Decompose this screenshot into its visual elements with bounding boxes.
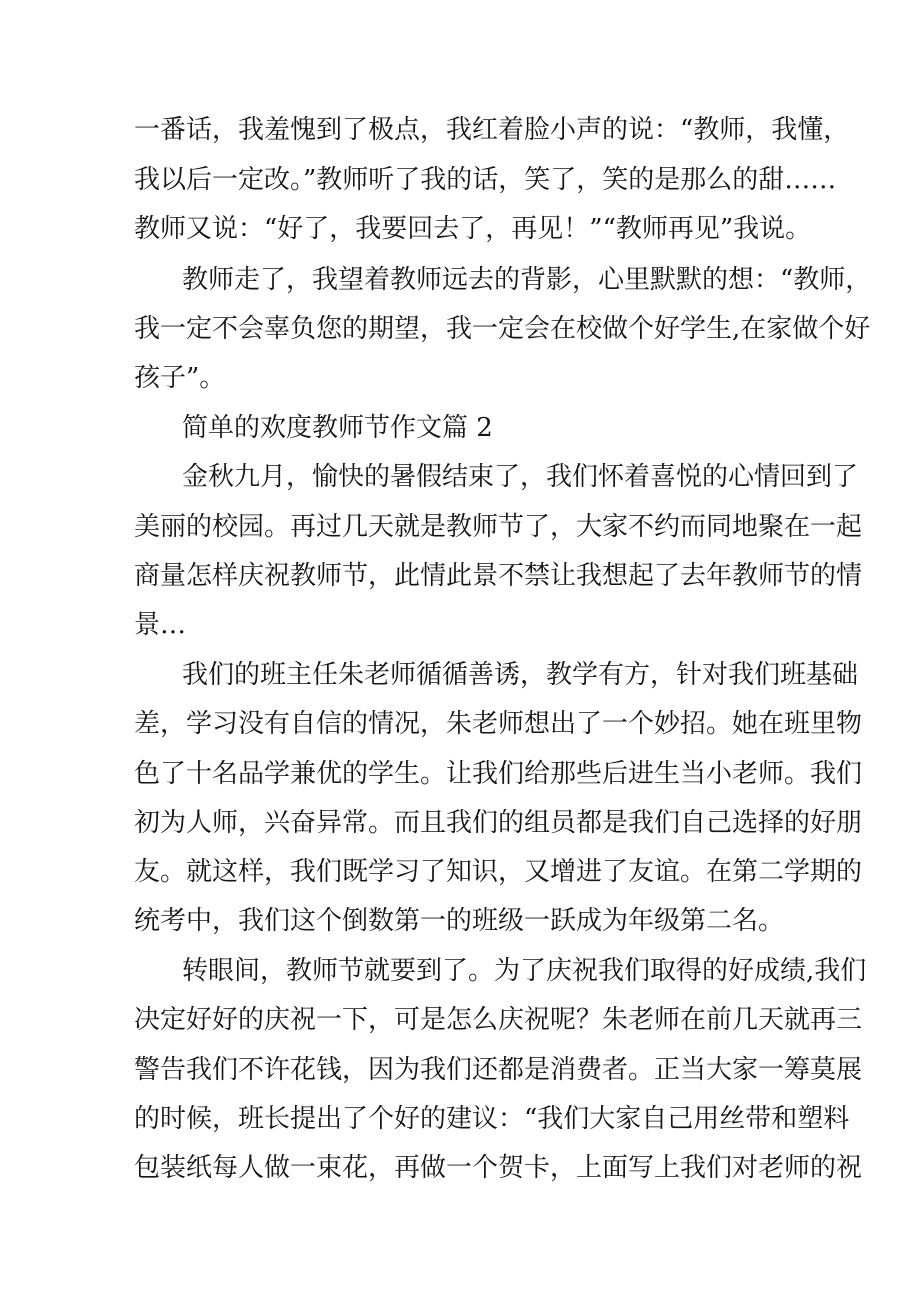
text-line: 景… bbox=[134, 610, 187, 640]
text-line: 统考中，我们这个倒数第一的班级一跃成为年级第二名。 bbox=[134, 906, 785, 936]
text-line: 教师又说：“好了，我要回去了，再见！”“教师再见”我说。 bbox=[134, 214, 812, 244]
text-line: 友。就这样，我们既学习了知识，又增进了友谊。在第二学期的 bbox=[134, 857, 863, 887]
text-line: 金秋九月，愉快的暑假结束了，我们怀着喜悦的心情回到了 bbox=[182, 462, 859, 492]
text-line: 商量怎样庆祝教师节，此情此景不禁让我想起了去年教师节的情 bbox=[134, 561, 863, 591]
text-line: 我们的班主任朱老师循循善诱，教学有方，针对我们班基础 bbox=[182, 660, 859, 690]
text-line: 包装纸每人做一束花，再做一个贺卡，上面写上我们对老师的祝 bbox=[134, 1153, 863, 1183]
text-line: 我一定不会辜负您的期望，我一定会在校做个好学生,在家做个好 bbox=[134, 314, 871, 344]
text-line: 警告我们不许花钱，因为我们还都是消费者。正当大家一筹莫展 bbox=[134, 1055, 863, 1085]
text-line: 孩子”。 bbox=[134, 363, 226, 393]
text-line: 色了十名品学兼优的学生。让我们给那些后进生当小老师。我们 bbox=[134, 759, 863, 789]
text-line: 的时候，班长提出了个好的建议：“我们大家自己用丝带和塑料 bbox=[134, 1104, 850, 1134]
text-line: 转眼间，教师节就要到了。为了庆祝我们取得的好成绩,我们 bbox=[182, 956, 867, 986]
text-line: 我以后一定改。”教师听了我的话，笑了，笑的是那么的甜…… bbox=[134, 165, 837, 195]
text-line: 教师走了，我望着教师远去的背影，心里默默的想：“教师， bbox=[182, 265, 872, 295]
section-heading: 简单的欢度教师节作文篇 2 bbox=[182, 413, 493, 443]
text-line: 差，学习没有自信的情况，朱老师想出了一个妙招。她在班里物 bbox=[134, 709, 863, 739]
text-line: 一番话，我羞愧到了极点，我红着脸小声的说：“教师，我懂， bbox=[134, 115, 850, 145]
text-line: 决定好好的庆祝一下，可是怎么庆祝呢？朱老师在前几天就再三 bbox=[134, 1005, 863, 1035]
text-line: 美丽的校园。再过几天就是教师节了，大家不约而同地聚在一起 bbox=[134, 512, 863, 542]
text-line: 初为人师，兴奋异常。而且我们的组员都是我们自己选择的好朋 bbox=[134, 808, 863, 838]
